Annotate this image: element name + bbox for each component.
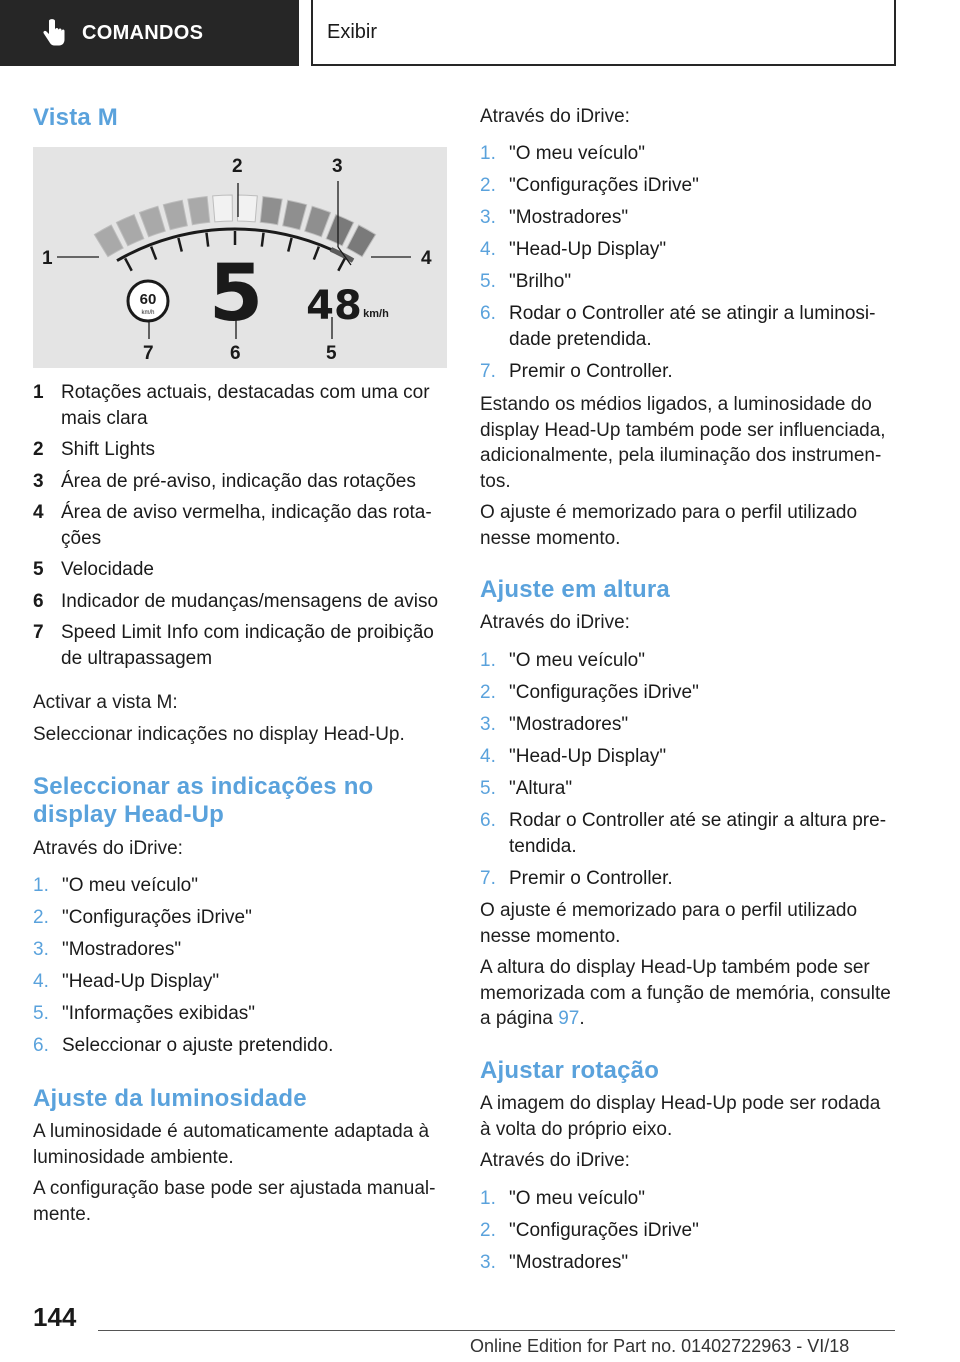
step-item (480, 744, 895, 770)
legend-number: 1 (33, 382, 44, 403)
rotation-text: A imagem do display Head-Up pode ser rodada à volta do próprio eixo. (480, 1093, 881, 1140)
hud-m-view-illustration (33, 147, 447, 368)
callout-7: 7 (143, 343, 154, 364)
footer-divider (98, 1330, 895, 1331)
step-text: "Mostradores" (509, 1252, 629, 1273)
legend-item (33, 589, 443, 615)
rpm-tick (178, 238, 181, 252)
tach-segment (213, 195, 233, 222)
rpm-tick (314, 247, 319, 260)
memory-function-note (480, 955, 895, 1032)
legend-text: Velocidade (61, 559, 154, 580)
via-idrive-label: Através do iDrive: (480, 1150, 630, 1171)
activate-instruction: Seleccionar indicações no display Head-Up. (33, 724, 405, 745)
step-text: "Configurações iDrive" (62, 907, 252, 928)
step-text: "O meu veículo" (509, 650, 645, 671)
section-tab-comandos[interactable] (0, 0, 299, 66)
step-text: "Configurações iDrive" (509, 682, 699, 703)
step-number: 6. (480, 810, 496, 831)
step-item (480, 301, 895, 352)
step-text: "Configurações iDrive" (509, 175, 699, 196)
steps-brightness (480, 141, 895, 391)
step-number: 1. (480, 650, 496, 671)
step-item (480, 1250, 895, 1276)
step-item (480, 866, 895, 892)
speed-limit-unit: km/h (141, 310, 155, 316)
memorized-note: O ajuste é memorizado para o perfil utilizado nesse momento. (480, 502, 858, 549)
activate-label: Activar a vista M: (33, 692, 178, 713)
step-number: 3. (480, 1252, 496, 1273)
step-number: 2. (480, 175, 496, 196)
legend-item (33, 557, 443, 583)
legend-number: 6 (33, 590, 44, 612)
step-item (33, 1033, 443, 1059)
step-item (33, 905, 443, 931)
via-idrive-label: Através do iDrive: (480, 106, 630, 127)
callout-1: 1 (42, 248, 53, 269)
brightness-auto-text: A luminosidade é automaticamente adaptada à luminosidade ambiente. (33, 1121, 430, 1168)
rpm-tick (125, 258, 132, 270)
step-number: 4. (480, 239, 496, 260)
legend-item (33, 437, 443, 463)
step-text: "Head-Up Display" (509, 746, 667, 767)
step-item (480, 173, 895, 199)
legend-text: Área de pré-aviso, indicação das rotações (61, 470, 416, 492)
tach-segment (238, 195, 258, 222)
edition-footer: Online Edition for Part no. 01402722963 - VI/18 (470, 1336, 850, 1356)
tach-segment (326, 215, 354, 246)
tach-redzone (331, 249, 353, 260)
step-text: "O meu veículo" (509, 1188, 645, 1209)
step-text: "Configurações iDrive" (509, 1220, 699, 1241)
legend-number: 3 (33, 470, 44, 492)
step-item (480, 269, 895, 295)
step-text: Seleccionar o ajuste pretendido. (62, 1035, 334, 1056)
step-number: 1. (480, 143, 496, 164)
brightness-manual-text: A configuração base pode ser ajustada manual-mente. (33, 1178, 436, 1225)
step-number: 5. (33, 1003, 49, 1024)
memorized-note: O ajuste é memorizado para o perfil utilizado nesse momento. (480, 900, 858, 947)
step-number: 3. (480, 207, 496, 228)
callout-4: 4 (421, 248, 432, 269)
legend-text: Shift Lights (61, 439, 155, 460)
step-text: "O meu veículo" (62, 875, 198, 896)
via-idrive-label: Através do iDrive: (33, 838, 183, 859)
step-item (480, 808, 895, 859)
legend-text: Indicador de mudanças/mensagens de aviso (61, 590, 439, 612)
callout-5: 5 (326, 343, 337, 364)
tach-segment (283, 200, 307, 230)
rpm-tick (288, 238, 291, 252)
step-item (480, 1218, 895, 1244)
step-text: Rodar o Controller até se atingir a luminosi-dade pretendida. (509, 303, 876, 350)
legend-item (33, 620, 443, 671)
heading-select-line-2: display Head-Up (33, 801, 225, 828)
heading-select-line-1: Seleccionar as indicações no (33, 773, 374, 800)
step-item (480, 776, 895, 802)
chapter-tab-label: Exibir (327, 20, 378, 43)
step-text: "Head-Up Display" (62, 971, 220, 992)
step-number: 2. (480, 682, 496, 703)
speed-limit-sign (128, 281, 168, 321)
page-number: 144 (33, 1302, 77, 1332)
step-text: Premir o Controller. (509, 867, 673, 889)
memory-text-end: . (579, 1008, 585, 1029)
callout-2: 2 (232, 156, 243, 177)
step-item (480, 359, 895, 385)
step-item (480, 141, 895, 167)
step-number: 4. (33, 971, 49, 992)
speed-value: 48 (306, 283, 362, 329)
step-item (480, 237, 895, 263)
step-item (480, 712, 895, 738)
step-text: Rodar o Controller até se atingir a altura pre-tendida. (509, 810, 887, 857)
step-text: "Informações exibidas" (62, 1003, 256, 1024)
step-number: 1. (480, 1188, 496, 1209)
step-item (33, 969, 443, 995)
legend-text: Speed Limit Info com indicação de proibição de ultrapassagem (61, 622, 434, 669)
step-text: "Mostradores" (62, 939, 182, 960)
tach-segment (163, 200, 187, 230)
legend-item (33, 469, 443, 495)
step-item (33, 873, 443, 899)
legend-text: Rotações actuais, destacadas com uma cor mais clara (61, 382, 430, 429)
step-text: "Mostradores" (509, 714, 629, 735)
step-number: 2. (480, 1220, 496, 1241)
gear-indicator: 5 (208, 249, 264, 339)
step-number: 3. (33, 939, 49, 960)
tach-segment (139, 206, 165, 237)
step-number: 5. (480, 778, 496, 799)
brightness-note: Estando os médios ligados, a luminosidade do display Head-Up também pode ser influenciada, adicionalmente, pela iluminação dos instrumen-tos. (480, 394, 886, 492)
step-item (33, 1001, 443, 1027)
step-item (480, 680, 895, 706)
step-text: "Mostradores" (509, 207, 629, 228)
rpm-tick (206, 233, 208, 247)
speed-limit-value: 60 (139, 291, 157, 308)
memory-text: A altura do display Head-Up também pode ser memorizada com a função de memória, consulte a página (480, 957, 891, 1029)
callout-6: 6 (230, 343, 241, 364)
legend-number: 5 (33, 559, 44, 580)
step-text: "Altura" (509, 778, 573, 799)
rpm-tick (338, 258, 345, 270)
tach-segment (260, 196, 282, 224)
step-number: 4. (480, 746, 496, 767)
step-number: 7. (480, 360, 496, 382)
legend-number: 4 (33, 502, 44, 523)
steps-height (480, 648, 895, 898)
diagram-legend (33, 380, 443, 677)
rpm-tick (262, 233, 264, 247)
page-link-97[interactable]: 97 (558, 1008, 580, 1029)
step-item (33, 937, 443, 963)
step-item (480, 205, 895, 231)
step-number: 3. (480, 714, 496, 735)
step-number: 2. (33, 907, 49, 928)
legend-item (33, 380, 443, 431)
tach-segment (94, 225, 123, 257)
steps-rotation (480, 1186, 895, 1282)
hand-pointer-icon (40, 18, 68, 48)
step-text: "Head-Up Display" (509, 239, 667, 260)
legend-text: Área de aviso vermelha, indicação das rota-ções (61, 502, 432, 549)
hud-m-view-diagram (33, 147, 447, 368)
step-text: "Brilho" (509, 271, 572, 292)
step-item (480, 1186, 895, 1212)
heading-vista-m: Vista M (33, 104, 118, 131)
rpm-tick (151, 247, 156, 260)
tach-segment (305, 206, 331, 237)
heading-rotation: Ajustar rotação (480, 1057, 660, 1084)
tach-segment (347, 225, 376, 257)
via-idrive-label: Através do iDrive: (480, 612, 630, 633)
tach-segment (188, 196, 210, 224)
step-number: 6. (480, 303, 496, 324)
heading-height: Ajuste em altura (480, 576, 670, 603)
steps-select-indications (33, 873, 443, 1065)
heading-brightness: Ajuste da luminosidade (33, 1085, 307, 1112)
step-text: "O meu veículo" (509, 143, 645, 164)
step-number: 5. (480, 271, 496, 292)
callout-3: 3 (332, 156, 343, 177)
tach-segment (116, 215, 144, 246)
step-number: 7. (480, 867, 496, 889)
legend-item (33, 500, 443, 551)
legend-number: 7 (33, 622, 44, 643)
step-text: Premir o Controller. (509, 360, 673, 382)
step-number: 6. (33, 1035, 49, 1056)
legend-number: 2 (33, 439, 44, 460)
chapter-tab-exibir[interactable] (311, 0, 896, 66)
step-number: 1. (33, 875, 49, 896)
step-item (480, 648, 895, 674)
speed-unit: km/h (363, 308, 389, 320)
section-tab-label: COMANDOS (82, 21, 204, 44)
heading-select-indications (33, 773, 443, 829)
